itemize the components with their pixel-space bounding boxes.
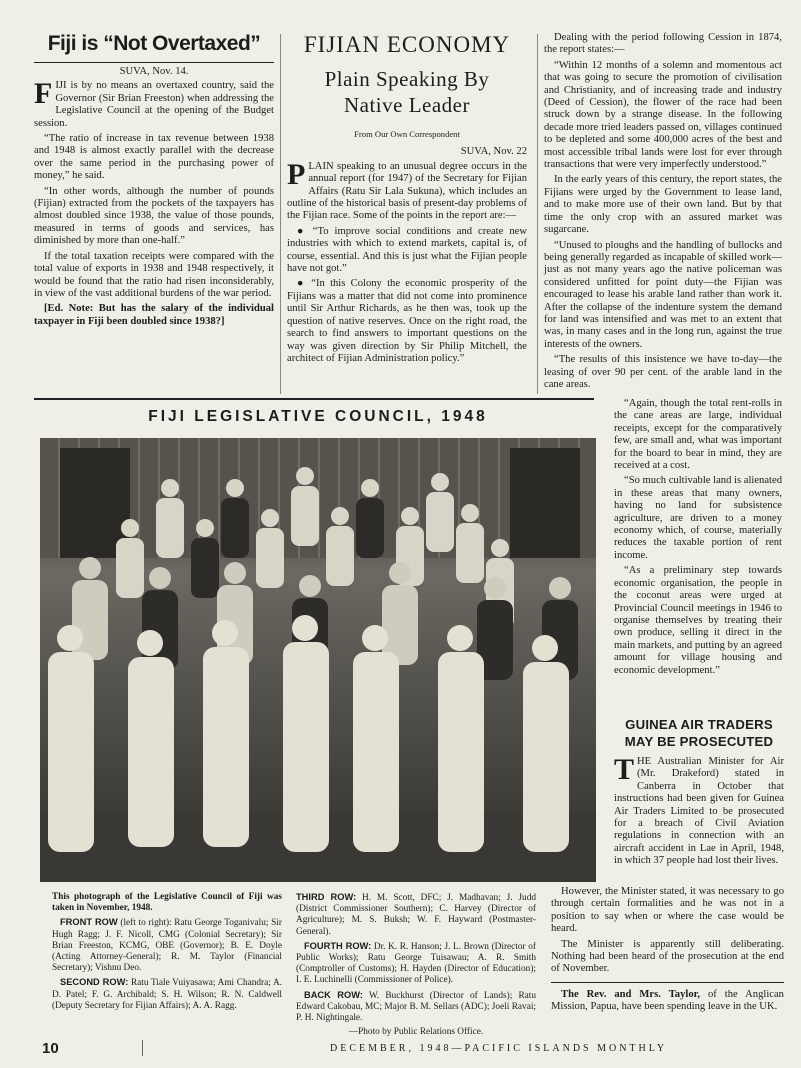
caption-label: THIRD ROW: — [296, 892, 357, 902]
dateline: SUVA, Nov. 14. — [119, 66, 189, 77]
paragraph: “Within 12 months of a solemn and momentous act that was going to secure the promotion of civilisation and Christianity, and of increasing trade and industry (Deed of Cession), the flower of the race had been struck down by a strange disease. In the following decade more tried leaders passed on, villages continued to be depleted and some 400,000 acres of the best and most accessible tribal lands were lost for ever through transactions that were very imperfectly understood.” — [544, 59, 782, 171]
photo-title: FIJI LEGISLATIVE COUNCIL, 1948 — [148, 408, 488, 425]
photo-caption-left — [52, 892, 282, 1015]
notice-lead: The Rev. and Mrs. Taylor, — [561, 988, 700, 1000]
paragraph: “The results of this insistence we have to-day—the leasing of over 90 per cent. of the arable land in the cane areas. — [544, 354, 782, 390]
section-rule — [34, 398, 594, 400]
caption-label: BACK ROW: — [304, 989, 363, 1000]
page-number: 10 — [42, 1040, 59, 1057]
headline-not-overtaxed: Fiji is “Not Overtaxed” — [47, 32, 261, 55]
footer-tick — [142, 1040, 143, 1056]
article-guinea-air-traders-continued — [551, 886, 784, 1017]
caption-fourth-row: Dr. K. R. Hanson; J. L. Brown (Director of Public Works); Ratu George Tuisawau; A. R. Smith (Comptroller of Customs); H. Hayden (Director of Education); I. E. Luchinelli (Commissioner of Police). — [296, 941, 536, 986]
caption-front-row: (left to right): Ratu George Toganivalu; Sir Hugh Ragg; J. F. Nicoll, CMG (Colonial Secretary); Sir Brian Freeston, KCMG, OBE (Governor); B. E. Doyle (Acting Attorney-General); R. M. Taylor (Financial Secretary); Vishnu Deo. — [52, 918, 282, 974]
headline-line2: Native Leader — [343, 93, 470, 117]
editor-note: [Ed. Note: But has the salary of the individual taxpayer in Fiji been doubled since 1938?] — [34, 303, 274, 327]
article-guinea-air-traders — [614, 716, 784, 871]
drop-cap: P — [287, 157, 306, 191]
caption-second-row: Ratu Tiale Vuiyasawa; Ami Chandra; A. D. Patel; F. G. Archibald; S. H. Wilson; R. N. Caldwell (Deputy Secretary for Fijian Affairs); A. A. Ragg. — [52, 978, 282, 1011]
caption-back-row: W. Buckhurst (Director of Lands); Ratu Edward Cakobau, MC; Major B. M. Sellars (ADC); Joeli Ravai; P. H. Nightingale. — [296, 990, 537, 1024]
column-rule — [537, 34, 538, 394]
article-fiji-not-overtaxed — [34, 32, 274, 331]
photo-credit: —Photo by Public Relations Office. — [348, 1027, 484, 1038]
column-rule — [280, 34, 281, 394]
paragraph: ● “To improve social conditions and create new industries with which to extend markets, capital is, of course, essential. And this is just what the Fijian people have not got.” — [287, 225, 527, 275]
paragraph: The Minister is apparently still deliberating. Nothing had been heard of the prosecution at the end of November. — [551, 938, 784, 975]
caption-intro: This photograph of the Legislative Council of Fiji was taken in November, 1948. — [52, 892, 282, 914]
paragraph: Dealing with the period following Cession in 1874, the report states:— — [544, 32, 782, 56]
article-fijian-economy — [287, 32, 527, 368]
drop-cap: T — [614, 753, 635, 786]
caption-label: FRONT ROW — [60, 917, 118, 928]
paragraph: “So much cultivable land is alienated in these areas that many owners, having no land for subsistence agriculture, are driven to a money economy which, of course, materially reduces the taxable portion of rent income. — [614, 475, 782, 561]
caption-third-row: H. M. Scott, DFC; J. Madhavan; J. Judd (District Commissioner Southern); C. Harvey (Director of Agriculture); M. S. Buksh; W. F. Hayward (Postmaster-General). — [296, 893, 536, 937]
headline-rule — [34, 62, 274, 63]
paragraph: “Unused to ploughs and the handling of bullocks and being generally regarded as incapable of skilled work—just as not many years ago the native policeman was considered unfitted for point duty—the Fijian was encouraged to lease his arable land rather than work it. After the collapse of the indenture system the demand for land was intensified and was met to an extent that was, in many cases and in the long run, against the true interests of the owners. — [544, 239, 782, 350]
paragraph: In the early years of this century, the report states, the Fijians were urged by the Government to lease land, and to make more use of their own land. But by that time the only crop with an assured market was sugarcane. — [544, 174, 782, 236]
kicker: FIJIAN ECONOMY — [303, 32, 511, 57]
paragraph: ● “In this Colony the economic prosperity of the Fijians was a matter that did not come into prominence until Sir Arthur Richards, as he then was, took up the question of native reserves. Once on the right road, the search to find answers to important questions on the way was given direction by Sir Philip Mitchell, the architect of Fijian Administration policy.” — [287, 278, 527, 364]
paragraph: If the total taxation receipts were compared with the total value of exports in 1938 and 1948 respectively, it would be found that the ratio had risen inconsiderably, in view of the vast additional burdens of the war period. — [34, 250, 274, 299]
lead-paragraph: LAIN speaking to an unusual degree occurs in the annual report (for 1947) of the Secretary for Fijian Affairs (Ratu Sir Lala Sukuna), which includes an outline of the historical basis of present-day problems of the Fijian race. Some of the points in the report are:— — [287, 160, 527, 222]
headline-line1: GUINEA AIR TRADERS — [625, 717, 773, 732]
lead-paragraph: HE Australian Minister for Air (Mr. Drakeford) stated in Canberra in October that instructions had been given for Guinea Air Traders Limited to be prosecuted for a breach of Civil Aviation regulations in connection with an aircraft accident in Lae in April, 1948, in which 37 people had lost their lives. — [614, 756, 784, 867]
divider-rule — [551, 982, 784, 983]
paragraph: “In other words, although the number of pounds (Fijian) extracted from the pockets of the taxpayers has almost doubled since 1938, the value of those pounds, measured in terms of goods and services, has diminished by more than one-half.” — [34, 185, 274, 247]
paragraph: “Again, though the total rent-rolls in the cane areas are large, individual receipts, except for the comparatively few, are small and, what was important for the board to bear in mind, they are received at a cost. — [614, 398, 782, 472]
council-members-figures — [40, 438, 596, 882]
headline-line1: Plain Speaking By — [324, 67, 490, 91]
photo-caption-right — [296, 892, 536, 1041]
lead-paragraph: IJI is by no means an overtaxed country, said the Governor (Sir Brian Freeston) when addressing the Legislative Council at the opening of the Budget session. — [34, 80, 274, 129]
caption-label: FOURTH ROW: — [304, 940, 372, 951]
notice-text: of the Anglican Mission, Papua, have been spending leave in the UK. — [551, 988, 784, 1013]
drop-cap: F — [34, 77, 53, 111]
article-fijian-economy-continued — [544, 32, 782, 394]
paragraph: “As a preliminary step towards economic organisation, the people in the coconut areas were urged at Provincial Council meetings in 1946 to organise themselves by treating their own produce, selling it direct in the main markets, and putting by an agreed amount for village housing and economic development.” — [614, 565, 782, 676]
headline-line2: MAY BE PROSECUTED — [624, 734, 774, 749]
byline: From Our Own Correspondent — [354, 129, 460, 139]
paragraph: However, the Minister stated, it was necessary to go through certain formalities and he was not in a position to say when or where the case would be heard. — [551, 886, 784, 935]
legislative-council-photo — [40, 438, 596, 882]
paragraph: “The ratio of increase in tax revenue between 1938 and 1948 is almost exactly parallel with the decrease over the same period in the purchasing power of money,” he said. — [34, 133, 274, 182]
article-fijian-economy-side — [614, 398, 782, 680]
caption-label: SECOND ROW: — [60, 977, 129, 988]
dateline: SUVA, Nov. 22 — [460, 146, 527, 158]
issue-line: DECEMBER, 1948—PACIFIC ISLANDS MONTHLY — [330, 1043, 668, 1054]
